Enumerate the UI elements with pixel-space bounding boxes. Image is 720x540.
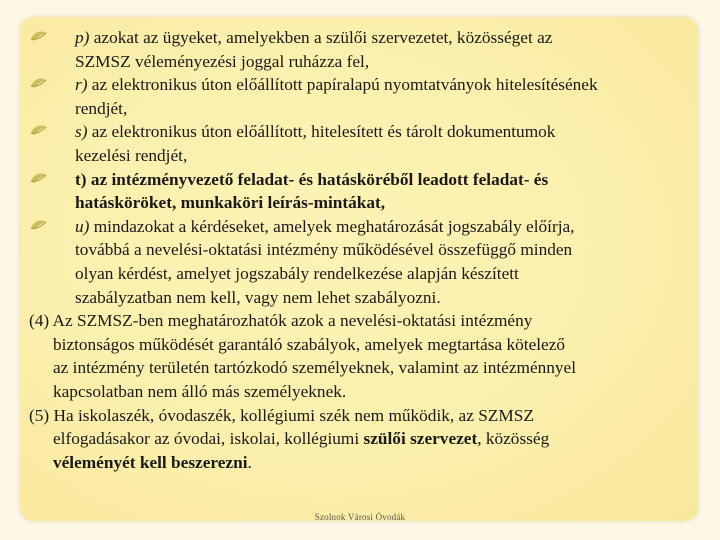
item-letter: r): [75, 75, 88, 95]
item-text: az elektronikus úton előállított papíralapú nyomtatványok hitelesítésének: [87, 75, 598, 95]
paragraph-line: (5) Ha iskolaszék, óvodaszék, kollégiumi szék nem működik, az SZMSZ: [29, 405, 534, 425]
list-item: [52, 26, 692, 73]
leaf-bullet-icon: [28, 74, 48, 94]
paragraph-line: az intézmény területén tartózkodó személyeknek, valamint az intézménnyel: [53, 358, 577, 378]
list-item: [52, 168, 692, 215]
item-text: továbbá a nevelési-oktatási intézmény működésével összefüggő minden: [75, 240, 573, 260]
paragraph-line: , közösség: [477, 429, 550, 449]
item-text: rendjét,: [75, 98, 128, 118]
item-text: azokat az ügyeket, amelyekben a szülői szervezetet, közösséget az: [89, 28, 553, 47]
item-letter: u): [75, 216, 90, 236]
leaf-bullet-icon: [28, 216, 48, 236]
item-text: hatásköröket, munkaköri leírás-mintákat,: [75, 193, 386, 213]
paragraph-line: (4) Az SZMSZ-ben meghatározhatók azok a nevelési-oktatási intézmény: [29, 311, 533, 331]
bold-phrase: véleményét kell beszerezni: [53, 452, 248, 472]
paragraph-line: biztonságos működését garantáló szabályok, amelyek megtartása kötelező: [53, 334, 566, 354]
paragraph-line: elfogadásakor az óvodai, iskolai, kollégiumi: [53, 429, 364, 449]
item-text: az elektronikus úton előállított, hitelesített és tárolt dokumentumok: [87, 122, 556, 142]
slide-text: [29, 26, 692, 474]
leaf-bullet-icon: [28, 121, 48, 141]
item-text: az intézményvezető feladat- és hatásköréből leadott feladat- és: [86, 169, 549, 189]
item-letter: p): [75, 28, 90, 47]
footer-text: Szolnok Városi Óvodák: [314, 512, 406, 522]
item-text: SZMSZ véleményezési joggal ruházza fel,: [75, 51, 370, 71]
list-item: [52, 73, 692, 120]
item-letter: s): [75, 122, 88, 142]
item-text: szabályzatban nem kell, vagy nem lehet szabályozni.: [75, 287, 441, 307]
paragraph-5: [29, 404, 692, 475]
item-text: kezelési rendjét,: [75, 145, 188, 165]
list-item: [52, 120, 692, 167]
leaf-bullet-icon: [28, 27, 48, 47]
list-item: [52, 215, 692, 309]
item-text: olyan kérdést, amelyet jogszabály rendelkezése alapján készített: [75, 263, 519, 283]
paragraph-line: .: [247, 452, 252, 472]
bold-phrase: szülői szervezet: [363, 429, 478, 449]
paragraph-line: kapcsolatban nem álló más személyeknek.: [53, 381, 347, 401]
item-text: mindazokat a kérdéseket, amelyek meghatározását jogszabály előírja,: [89, 216, 575, 236]
paragraph-4: [29, 309, 692, 403]
leaf-bullet-icon: [28, 169, 48, 189]
item-letter: t): [75, 169, 87, 189]
